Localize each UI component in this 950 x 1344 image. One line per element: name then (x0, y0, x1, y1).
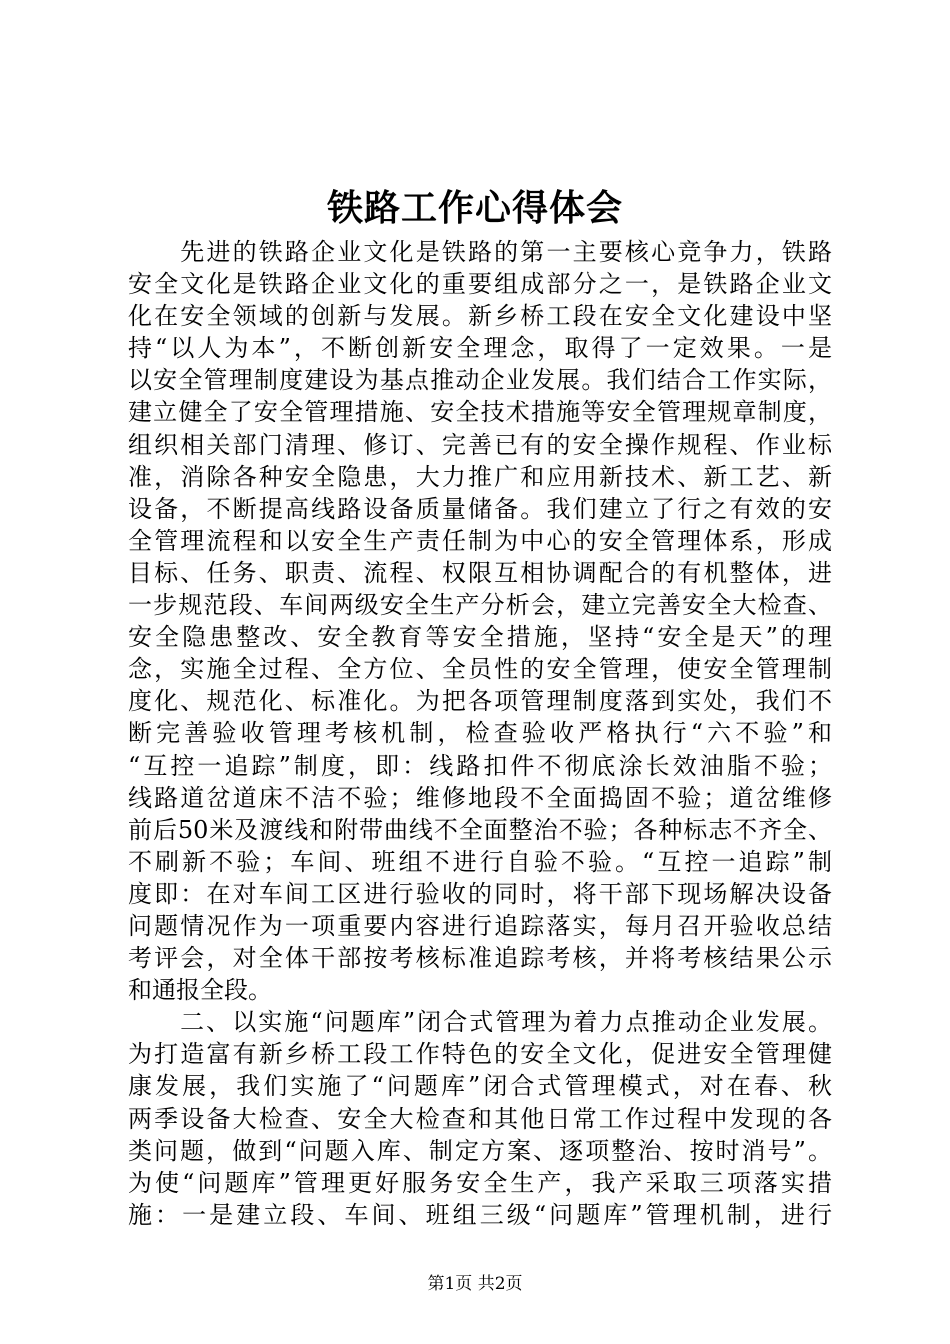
body-line: 全管理流程和以安全生产责任制为中心的安全管理体系，形成 (128, 526, 832, 555)
body-line: 断完善验收管理考核机制，检查验收严格执行“六不验”和 (128, 719, 832, 748)
body-line: 两季设备大检查、安全大检查和其他日常工作过程中发现的各 (128, 1104, 832, 1133)
body-line: 线路道岔道床不洁不验；维修地段不全面捣固不验；道岔维修 (128, 783, 832, 812)
body-line: 二、以实施“问题库”闭合式管理为着力点推动企业发展。 (128, 1008, 832, 1037)
body-line: 目标、任务、职责、流程、权限互相协调配合的有机整体，进 (128, 558, 832, 587)
body-line: 准，消除各种安全隐患，大力推广和应用新技术、新工艺、新 (128, 462, 832, 491)
body-line: 持“以人为本”，不断创新安全理念，取得了一定效果。一是 (128, 334, 832, 363)
body-line: 考评会，对全体干部按考核标准追踪考核，并将考核结果公示 (128, 944, 832, 973)
body-line: 以安全管理制度建设为基点推动企业发展。我们结合工作实际， (128, 366, 832, 395)
body-line: 先进的铁路企业文化是铁路的第一主要核心竞争力，铁路 (128, 238, 832, 266)
body-line: 类问题，做到“问题入库、制定方案、逐项整治、按时消号”。 (128, 1136, 832, 1165)
body-line: “互控一追踪”制度，即：线路扣件不彻底涂长效油脂不验； (128, 751, 832, 780)
document-title: 铁路工作心得体会 (326, 187, 623, 229)
body-line: 康发展，我们实施了“问题库”闭合式管理模式，对在春、秋 (128, 1072, 832, 1101)
body-line: 组织相关部门清理、修订、完善已有的安全操作规程、作业标 (128, 430, 832, 459)
body-line: 念，实施全过程、全方位、全员性的安全管理，使安全管理制 (128, 655, 832, 684)
body-line: 问题情况作为一项重要内容进行追踪落实，每月召开验收总结 (128, 911, 832, 940)
body-line: 度化、规范化、标准化。为把各项管理制度落到实处，我们不 (128, 687, 832, 716)
document-body (128, 236, 832, 1231)
body-line: 安全隐患整改、安全教育等安全措施，坚持“安全是天”的理 (128, 623, 832, 652)
body-line: 度即：在对车间工区进行验收的同时，将干部下现场解决设备 (128, 879, 832, 908)
body-line: 为使“问题库”管理更好服务安全生产，我产采取三项落实措 (128, 1168, 832, 1197)
body-line: 为打造富有新乡桥工段工作特色的安全文化，促进安全管理健 (128, 1040, 832, 1069)
page-footer: 第1页 共2页 (427, 1274, 523, 1294)
body-line: 一步规范段、车间两级安全生产分析会，建立完善安全大检查、 (128, 591, 832, 620)
body-line: 不刷新不验；车间、班组不进行自验不验。“互控一追踪”制 (128, 847, 832, 876)
body-line: 化在安全领域的创新与发展。新乡桥工段在安全文化建设中坚 (128, 302, 832, 331)
body-line: 前后50米及渡线和附带曲线不全面整治不验；各种标志不齐全、 (128, 815, 832, 844)
body-line: 和通报全段。 (128, 976, 272, 1005)
body-line: 施：一是建立段、车间、班组三级“问题库”管理机制，进行 (128, 1200, 832, 1229)
body-line: 安全文化是铁路企业文化的重要组成部分之一，是铁路企业文 (128, 270, 832, 299)
body-line: 建立健全了安全管理措施、安全技术措施等安全管理规章制度， (128, 398, 832, 427)
body-line: 设备，不断提高线路设备质量储备。我们建立了行之有效的安 (128, 494, 832, 523)
